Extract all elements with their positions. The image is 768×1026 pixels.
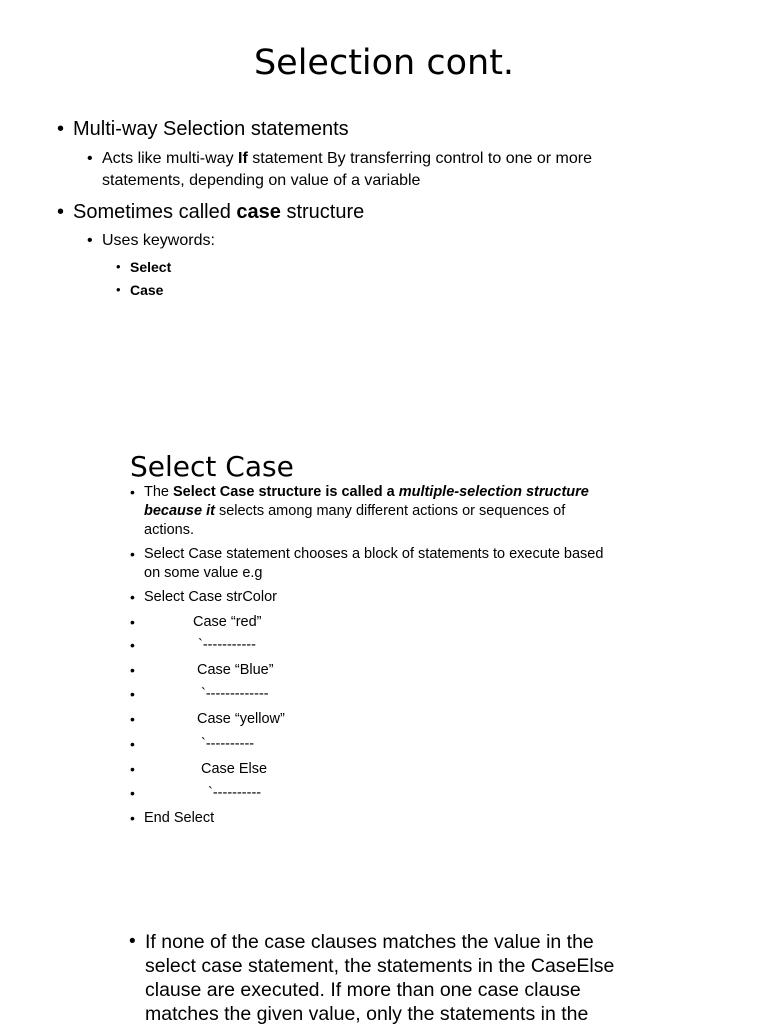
bullet: • (116, 259, 121, 274)
text-bold: Select Case structure is called a (173, 484, 399, 500)
code-line: Case “Blue” (197, 662, 274, 678)
bullet: • (57, 201, 65, 223)
code-line: `------------- (201, 686, 269, 702)
bullet: • (130, 614, 135, 630)
text-bold: case (236, 201, 281, 223)
code-line: Case Else (201, 761, 268, 777)
bullet: • (130, 637, 135, 653)
bullet: • (130, 785, 135, 801)
slide-2-title: Select Case (130, 450, 294, 483)
code-line: Case “yellow” (197, 711, 285, 727)
text-bold-italic: multiple-selection structure (398, 484, 589, 500)
bullet-multiway: Multi-way Selection statements (73, 118, 349, 140)
code-line: `---------- (208, 785, 262, 801)
bullet: • (130, 484, 135, 500)
text-bold-italic: because it (144, 503, 215, 519)
bullet-sometimes (73, 201, 364, 224)
bullet: • (130, 686, 135, 702)
para-chooses-block-line2: on some value e.g (144, 565, 263, 581)
bullet: • (87, 232, 93, 249)
para-case-else-line1: If none of the case clauses matches the value in the (145, 931, 594, 953)
bullet: • (87, 150, 93, 167)
bullet: • (129, 931, 136, 952)
code-line: Select Case strColor (144, 589, 277, 605)
code-line: `----------- (198, 637, 256, 653)
bullet: • (130, 711, 135, 727)
sub-bullet-acts-like-line2: statements, depending on value of a variable (102, 172, 421, 189)
code-line: End Select (144, 810, 215, 826)
text: The (144, 484, 174, 500)
para-case-else-line4: matches the given value, only the statements in the (145, 1003, 589, 1025)
slide-1-title: Selection cont. (253, 43, 515, 83)
bullet: • (130, 810, 135, 826)
text: Acts like multi-way (102, 150, 239, 167)
keyword-select: Select (130, 259, 172, 275)
code-line: Case “red” (193, 614, 262, 630)
text: Sometimes called (73, 201, 237, 223)
text: statement By transferring control to one or more (247, 150, 592, 167)
bullet: • (130, 761, 135, 777)
code-line: `---------- (201, 736, 255, 752)
keyword-case: Case (130, 282, 164, 298)
text: structure (280, 201, 365, 223)
bullet: • (57, 118, 65, 140)
sub-bullet-keywords: Uses keywords: (102, 232, 215, 249)
bullet: • (130, 662, 135, 678)
bullet: • (116, 282, 121, 297)
bullet: • (130, 546, 135, 562)
sub-bullet-acts-like (102, 150, 592, 168)
para-select-case-desc-line2 (144, 503, 565, 519)
para-chooses-block: Select Case statement chooses a block of statements to execute based (144, 546, 604, 562)
para-case-else-line2: select case statement, the statements in the CaseElse (145, 955, 615, 977)
bullet: • (130, 736, 135, 752)
bullet: • (130, 589, 135, 605)
para-select-case-desc-line3: actions. (144, 522, 194, 538)
para-case-else-line3: clause are executed. If more than one case clause (145, 979, 581, 1001)
para-select-case-desc (144, 484, 589, 500)
text: selects among many different actions or sequences of (214, 503, 566, 519)
text-bold: If (238, 150, 248, 167)
